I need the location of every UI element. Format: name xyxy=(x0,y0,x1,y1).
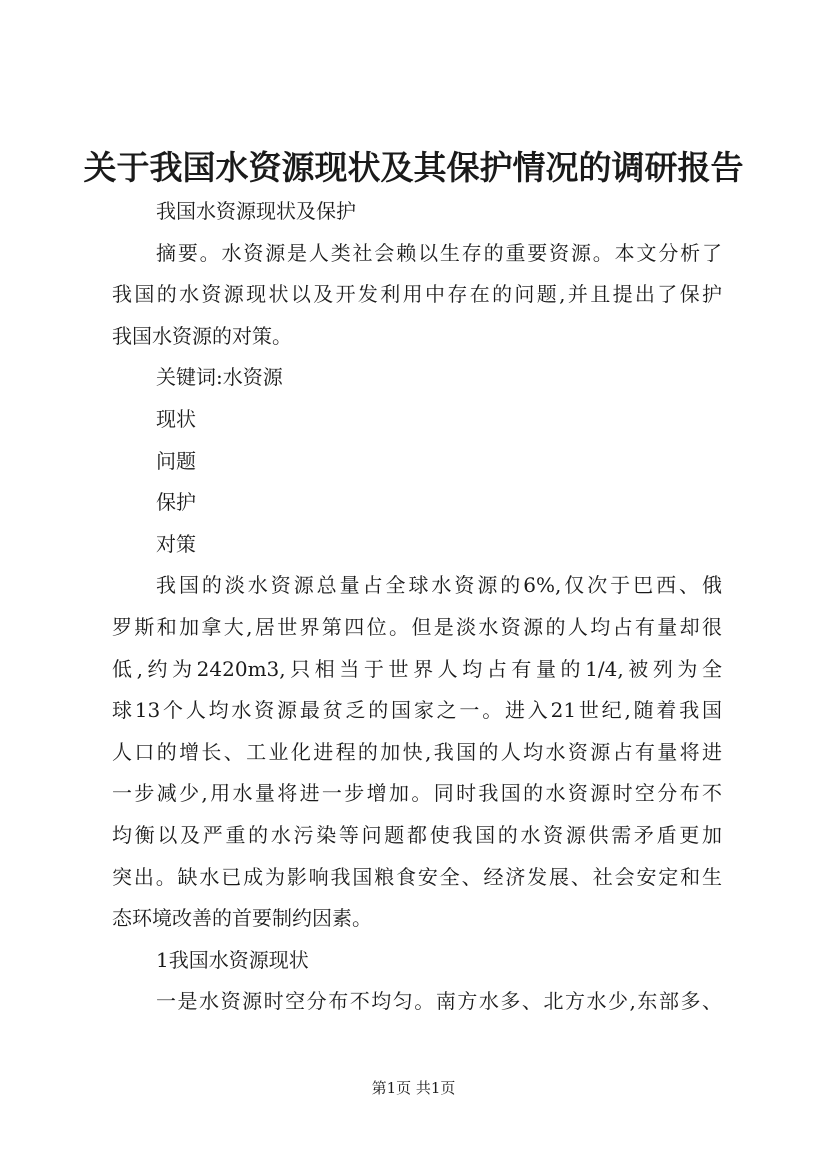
paragraph-line: 我国的淡水资源总量占全球水资源的6%,仅次于巴西、俄 xyxy=(156,573,722,598)
keyword: 对策 xyxy=(156,531,196,556)
keyword: 问题 xyxy=(156,448,196,473)
section-heading: 1我国水资源现状 xyxy=(156,947,309,972)
keyword: 保护 xyxy=(156,490,196,515)
document-body xyxy=(112,191,722,1023)
keywords-label: 关键词:水资源 xyxy=(156,365,283,390)
paragraph-line: 态环境改善的首要制约因素。 xyxy=(112,906,372,931)
paragraph-line: 低,约为2420m3,只相当于世界人均占有量的1/4,被列为全 xyxy=(112,656,722,681)
section-heading: 我国水资源现状及保护 xyxy=(156,199,356,223)
paragraph-line: 罗斯和加拿大,居世界第四位。但是淡水资源的人均占有量却很 xyxy=(112,614,722,639)
paragraph-line: 人口的增长、工业化进程的加快,我国的人均水资源占有量将进 xyxy=(112,739,722,764)
page-footer: 第1页 共1页 xyxy=(371,1079,456,1097)
abstract-line: 摘要。水资源是人类社会赖以生存的重要资源。本文分析了 xyxy=(156,240,722,265)
abstract-line: 我国的水资源现状以及开发利用中存在的问题,并且提出了保护 xyxy=(112,282,722,307)
paragraph-line: 一是水资源时空分布不均匀。南方水多、北方水少,东部多、 xyxy=(156,989,722,1014)
paragraph-line: 突出。缺水已成为影响我国粮食安全、经济发展、社会安定和生 xyxy=(112,864,722,889)
abstract-line: 我国水资源的对策。 xyxy=(112,323,292,348)
paragraph-line: 均衡以及严重的水污染等问题都使我国的水资源供需矛盾更加 xyxy=(112,822,722,847)
paragraph-line: 一步减少,用水量将进一步增加。同时我国的水资源时空分布不 xyxy=(112,781,722,806)
paragraph-line: 球13个人均水资源最贫乏的国家之一。进入21世纪,随着我国 xyxy=(112,698,722,723)
document-title: 关于我国水资源现状及其保护情况的调研报告 xyxy=(83,148,744,187)
keyword: 现状 xyxy=(156,406,196,431)
